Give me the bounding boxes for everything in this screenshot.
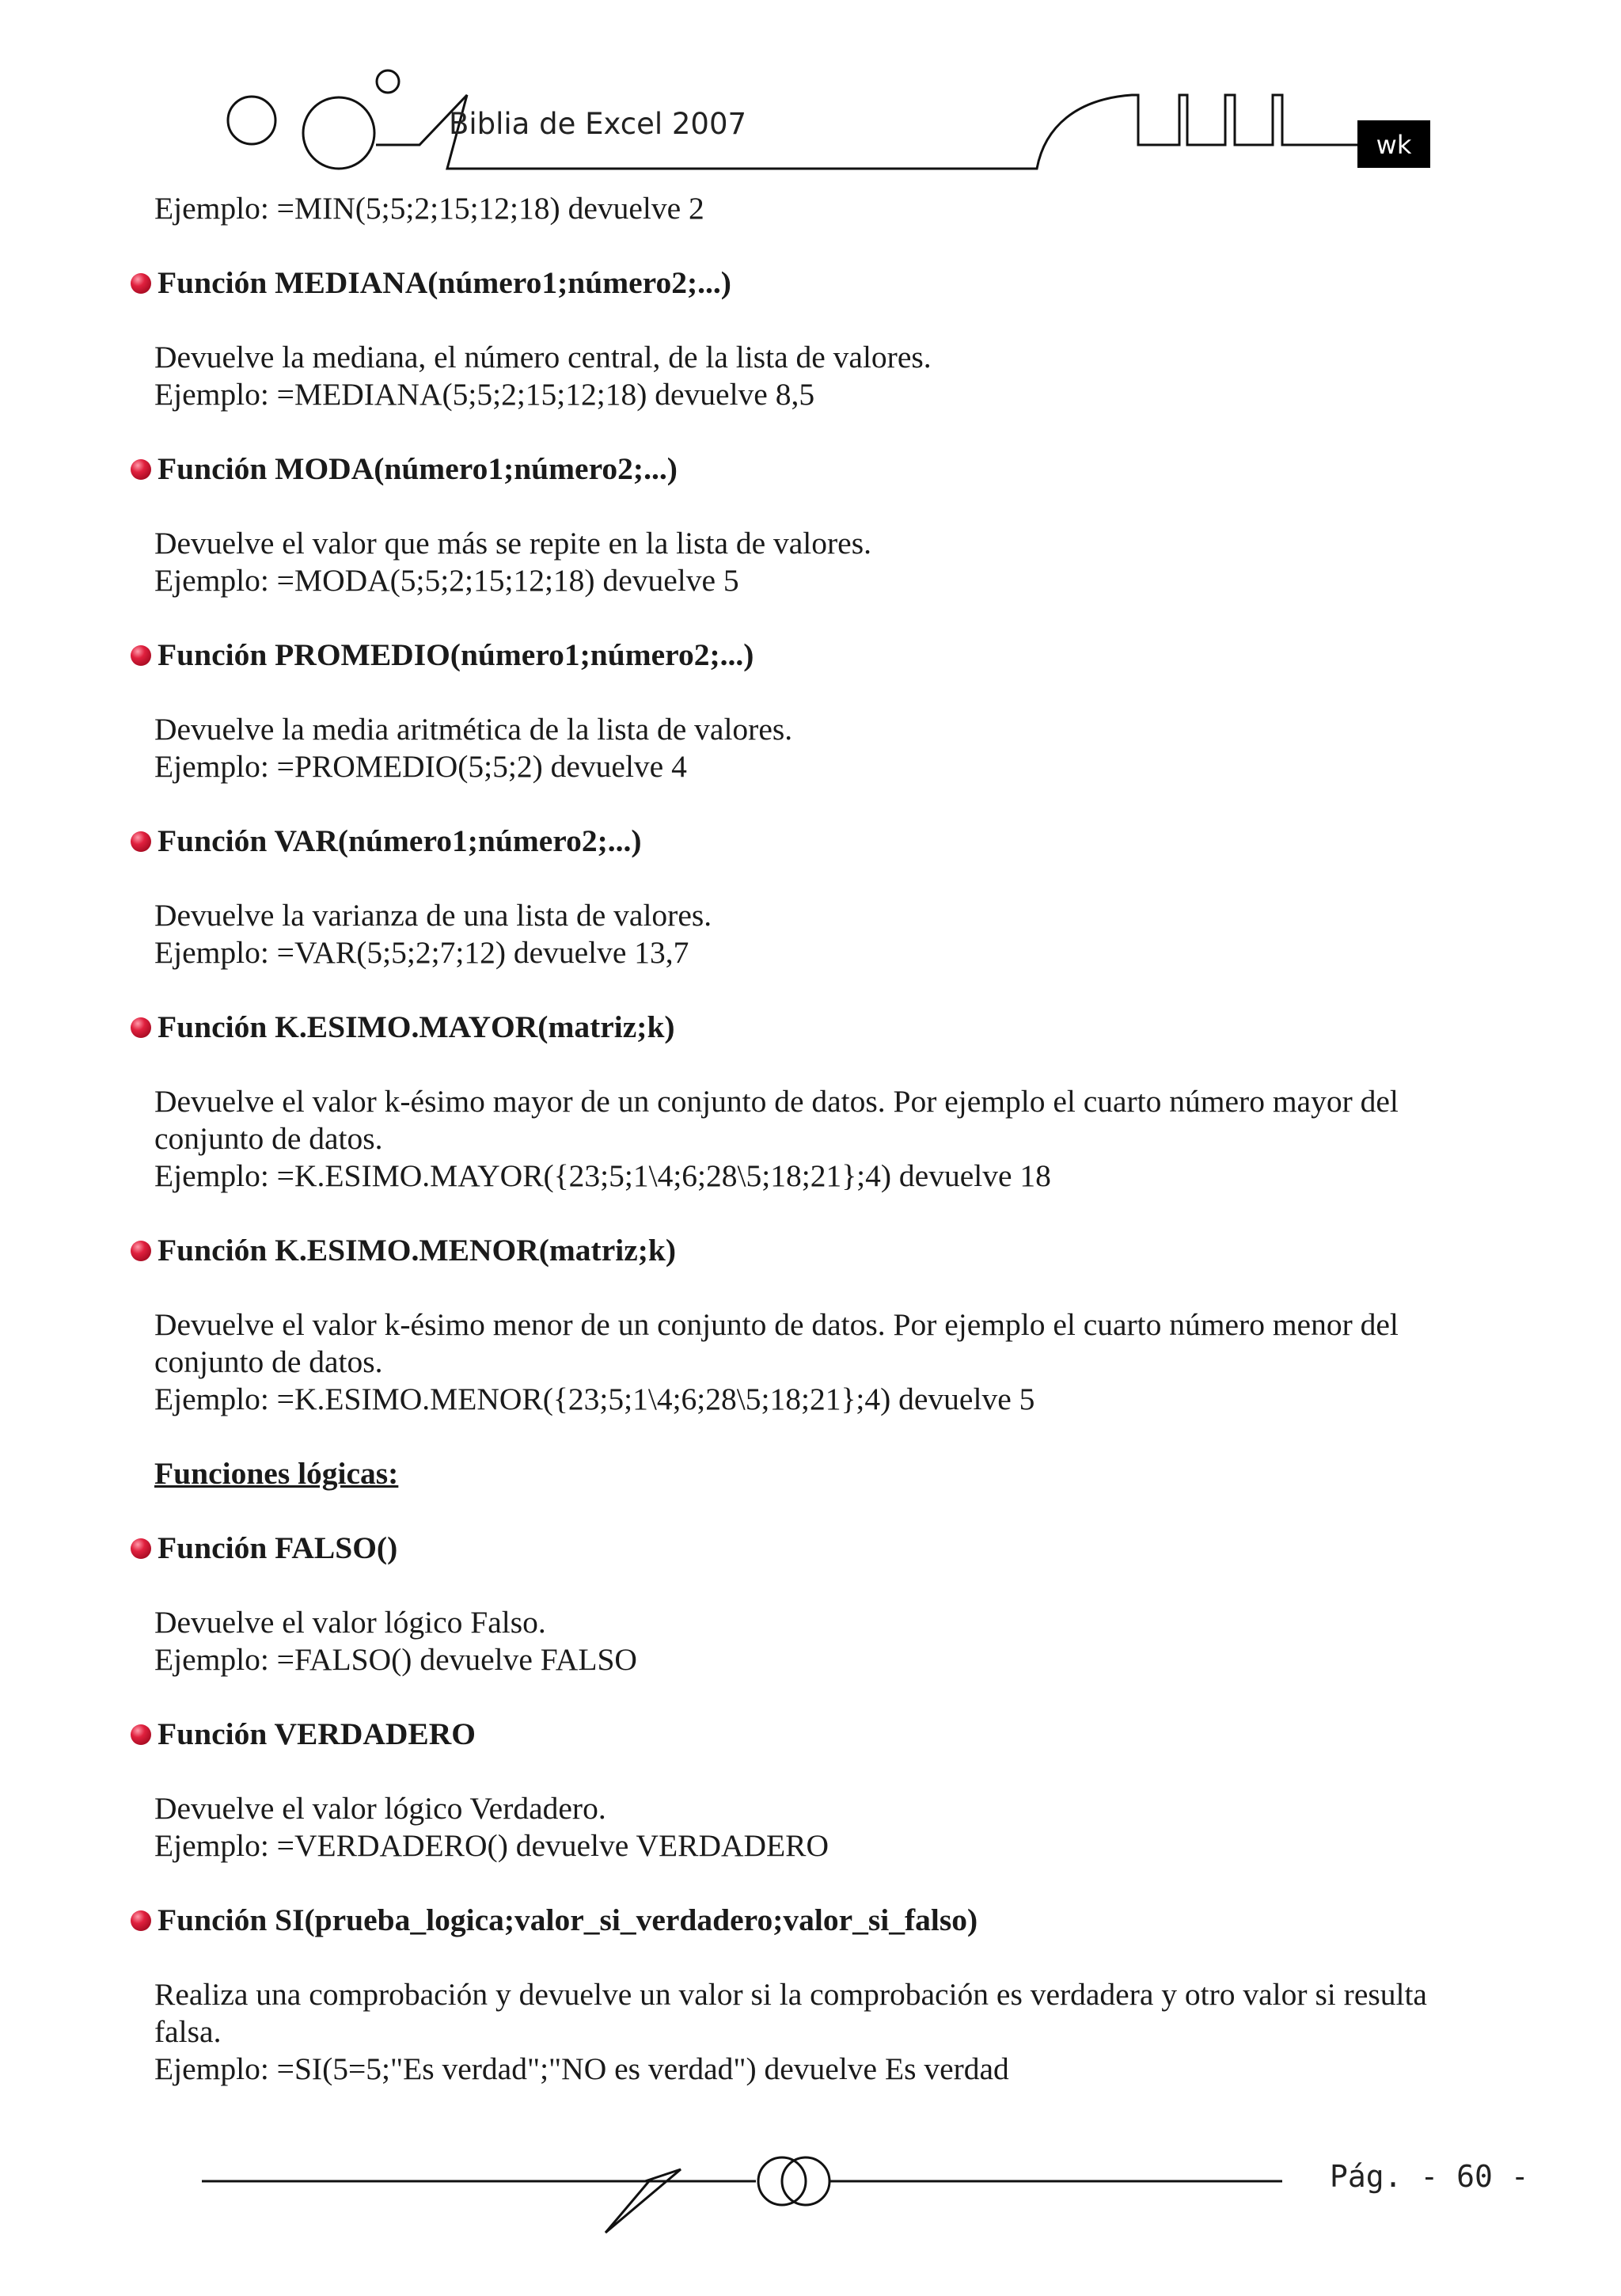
description-line: Ejemplo: =PROMEDIO(5;5;2) devuelve 4: [154, 749, 687, 784]
function-heading: [128, 823, 1500, 860]
footer-line-left: [202, 2169, 756, 2233]
function-description: [154, 525, 1500, 599]
red-bullet-icon: [131, 1910, 151, 1931]
description-line: Ejemplo: =VERDADERO() devuelve VERDADERO: [154, 1828, 829, 1863]
description-line: Devuelve la media aritmética de la lista de valores.: [154, 712, 793, 747]
function-description: [154, 711, 1500, 785]
description-line: Ejemplo: =K.ESIMO.MAYOR({23;5;1\4;6;28\5;18;21};4) devuelve 18: [154, 1158, 1051, 1193]
description-line: conjunto de datos.: [154, 1121, 383, 1156]
function-description: [154, 1306, 1500, 1418]
function-heading: [128, 264, 1500, 302]
description-line: Devuelve la mediana, el número central, de la lista de valores.: [154, 340, 932, 374]
wk-logo-badge: wk: [1357, 120, 1430, 168]
page-number: Pág. - 60 -: [1330, 2159, 1529, 2194]
description-line: Ejemplo: =FALSO() devuelve FALSO: [154, 1642, 637, 1677]
function-heading: [128, 637, 1500, 674]
description-line: Devuelve el valor lógico Verdadero.: [154, 1791, 606, 1826]
red-bullet-icon: [131, 459, 151, 480]
red-bullet-icon: [131, 1538, 151, 1559]
function-description: [154, 897, 1500, 971]
function-title: Función VAR(número1;número2;...): [158, 823, 642, 858]
function-title: Función FALSO(): [158, 1530, 398, 1565]
intro-example: Ejemplo: =MIN(5;5;2;15;12;18) devuelve 2: [154, 191, 704, 226]
function-heading: [128, 1232, 1500, 1269]
description-line: Devuelve la varianza de una lista de valores.: [154, 898, 712, 933]
red-bullet-icon: [131, 1241, 151, 1261]
statistical-functions-list: [154, 264, 1500, 1418]
function-description: [154, 339, 1500, 413]
description-line: Devuelve el valor que más se repite en la lista de valores.: [154, 526, 871, 561]
function-title: Función SI(prueba_logica;valor_si_verdadero;valor_si_falso): [158, 1903, 978, 1937]
red-bullet-icon: [131, 1017, 151, 1038]
red-bullet-icon: [131, 645, 151, 666]
function-heading: [128, 450, 1500, 488]
header-circle-small: [377, 70, 399, 93]
red-bullet-icon: [131, 831, 151, 852]
description-line: Ejemplo: =MODA(5;5;2;15;12;18) devuelve 5: [154, 563, 739, 598]
document-title: Biblia de Excel 2007: [448, 107, 747, 141]
function-title: Función MEDIANA(número1;número2;...): [158, 265, 731, 300]
function-title: Función MODA(número1;número2;...): [158, 451, 678, 486]
description-line: Devuelve el valor k-ésimo mayor de un conjunto de datos. Por ejemplo el cuarto número mayor del: [154, 1084, 1399, 1119]
function-description: [154, 1976, 1500, 2088]
red-bullet-icon: [131, 273, 151, 294]
description-line: falsa.: [154, 2014, 222, 2049]
function-title: Función PROMEDIO(número1;número2;...): [158, 637, 754, 672]
description-line: Ejemplo: =VAR(5;5;2;7;12) devuelve 13,7: [154, 935, 689, 970]
function-description: [154, 1790, 1500, 1865]
function-heading: [128, 1902, 1500, 1939]
description-line: Ejemplo: =K.ESIMO.MENOR({23;5;1\4;6;28\5;18;21};4) devuelve 5: [154, 1382, 1035, 1416]
description-line: Ejemplo: =SI(5=5;"Es verdad";"NO es verdad") devuelve Es verdad: [154, 2051, 1009, 2086]
function-title: Función VERDADERO: [158, 1716, 476, 1751]
function-description: [154, 1083, 1500, 1195]
description-line: Devuelve el valor lógico Falso.: [154, 1605, 546, 1640]
logical-functions-list: [154, 1530, 1500, 2088]
function-heading: [128, 1716, 1500, 1753]
function-heading: [128, 1009, 1500, 1046]
red-bullet-icon: [131, 1724, 151, 1745]
description-line: conjunto de datos.: [154, 1344, 383, 1379]
description-line: Ejemplo: =MEDIANA(5;5;2;15;12;18) devuelve 8,5: [154, 377, 815, 412]
description-line: Devuelve el valor k-ésimo menor de un conjunto de datos. Por ejemplo el cuarto número menor del: [154, 1307, 1399, 1342]
description-line: Realiza una comprobación y devuelve un valor si la comprobación es verdadera y otro valor si resulta: [154, 1977, 1427, 2012]
function-description: [154, 1604, 1500, 1678]
function-heading: [128, 1530, 1500, 1567]
page-content: [154, 190, 1500, 2125]
function-title: Función K.ESIMO.MAYOR(matriz;k): [158, 1009, 675, 1044]
section-title-logical: Funciones lógicas:: [154, 1456, 399, 1491]
function-title: Función K.ESIMO.MENOR(matriz;k): [158, 1233, 677, 1268]
